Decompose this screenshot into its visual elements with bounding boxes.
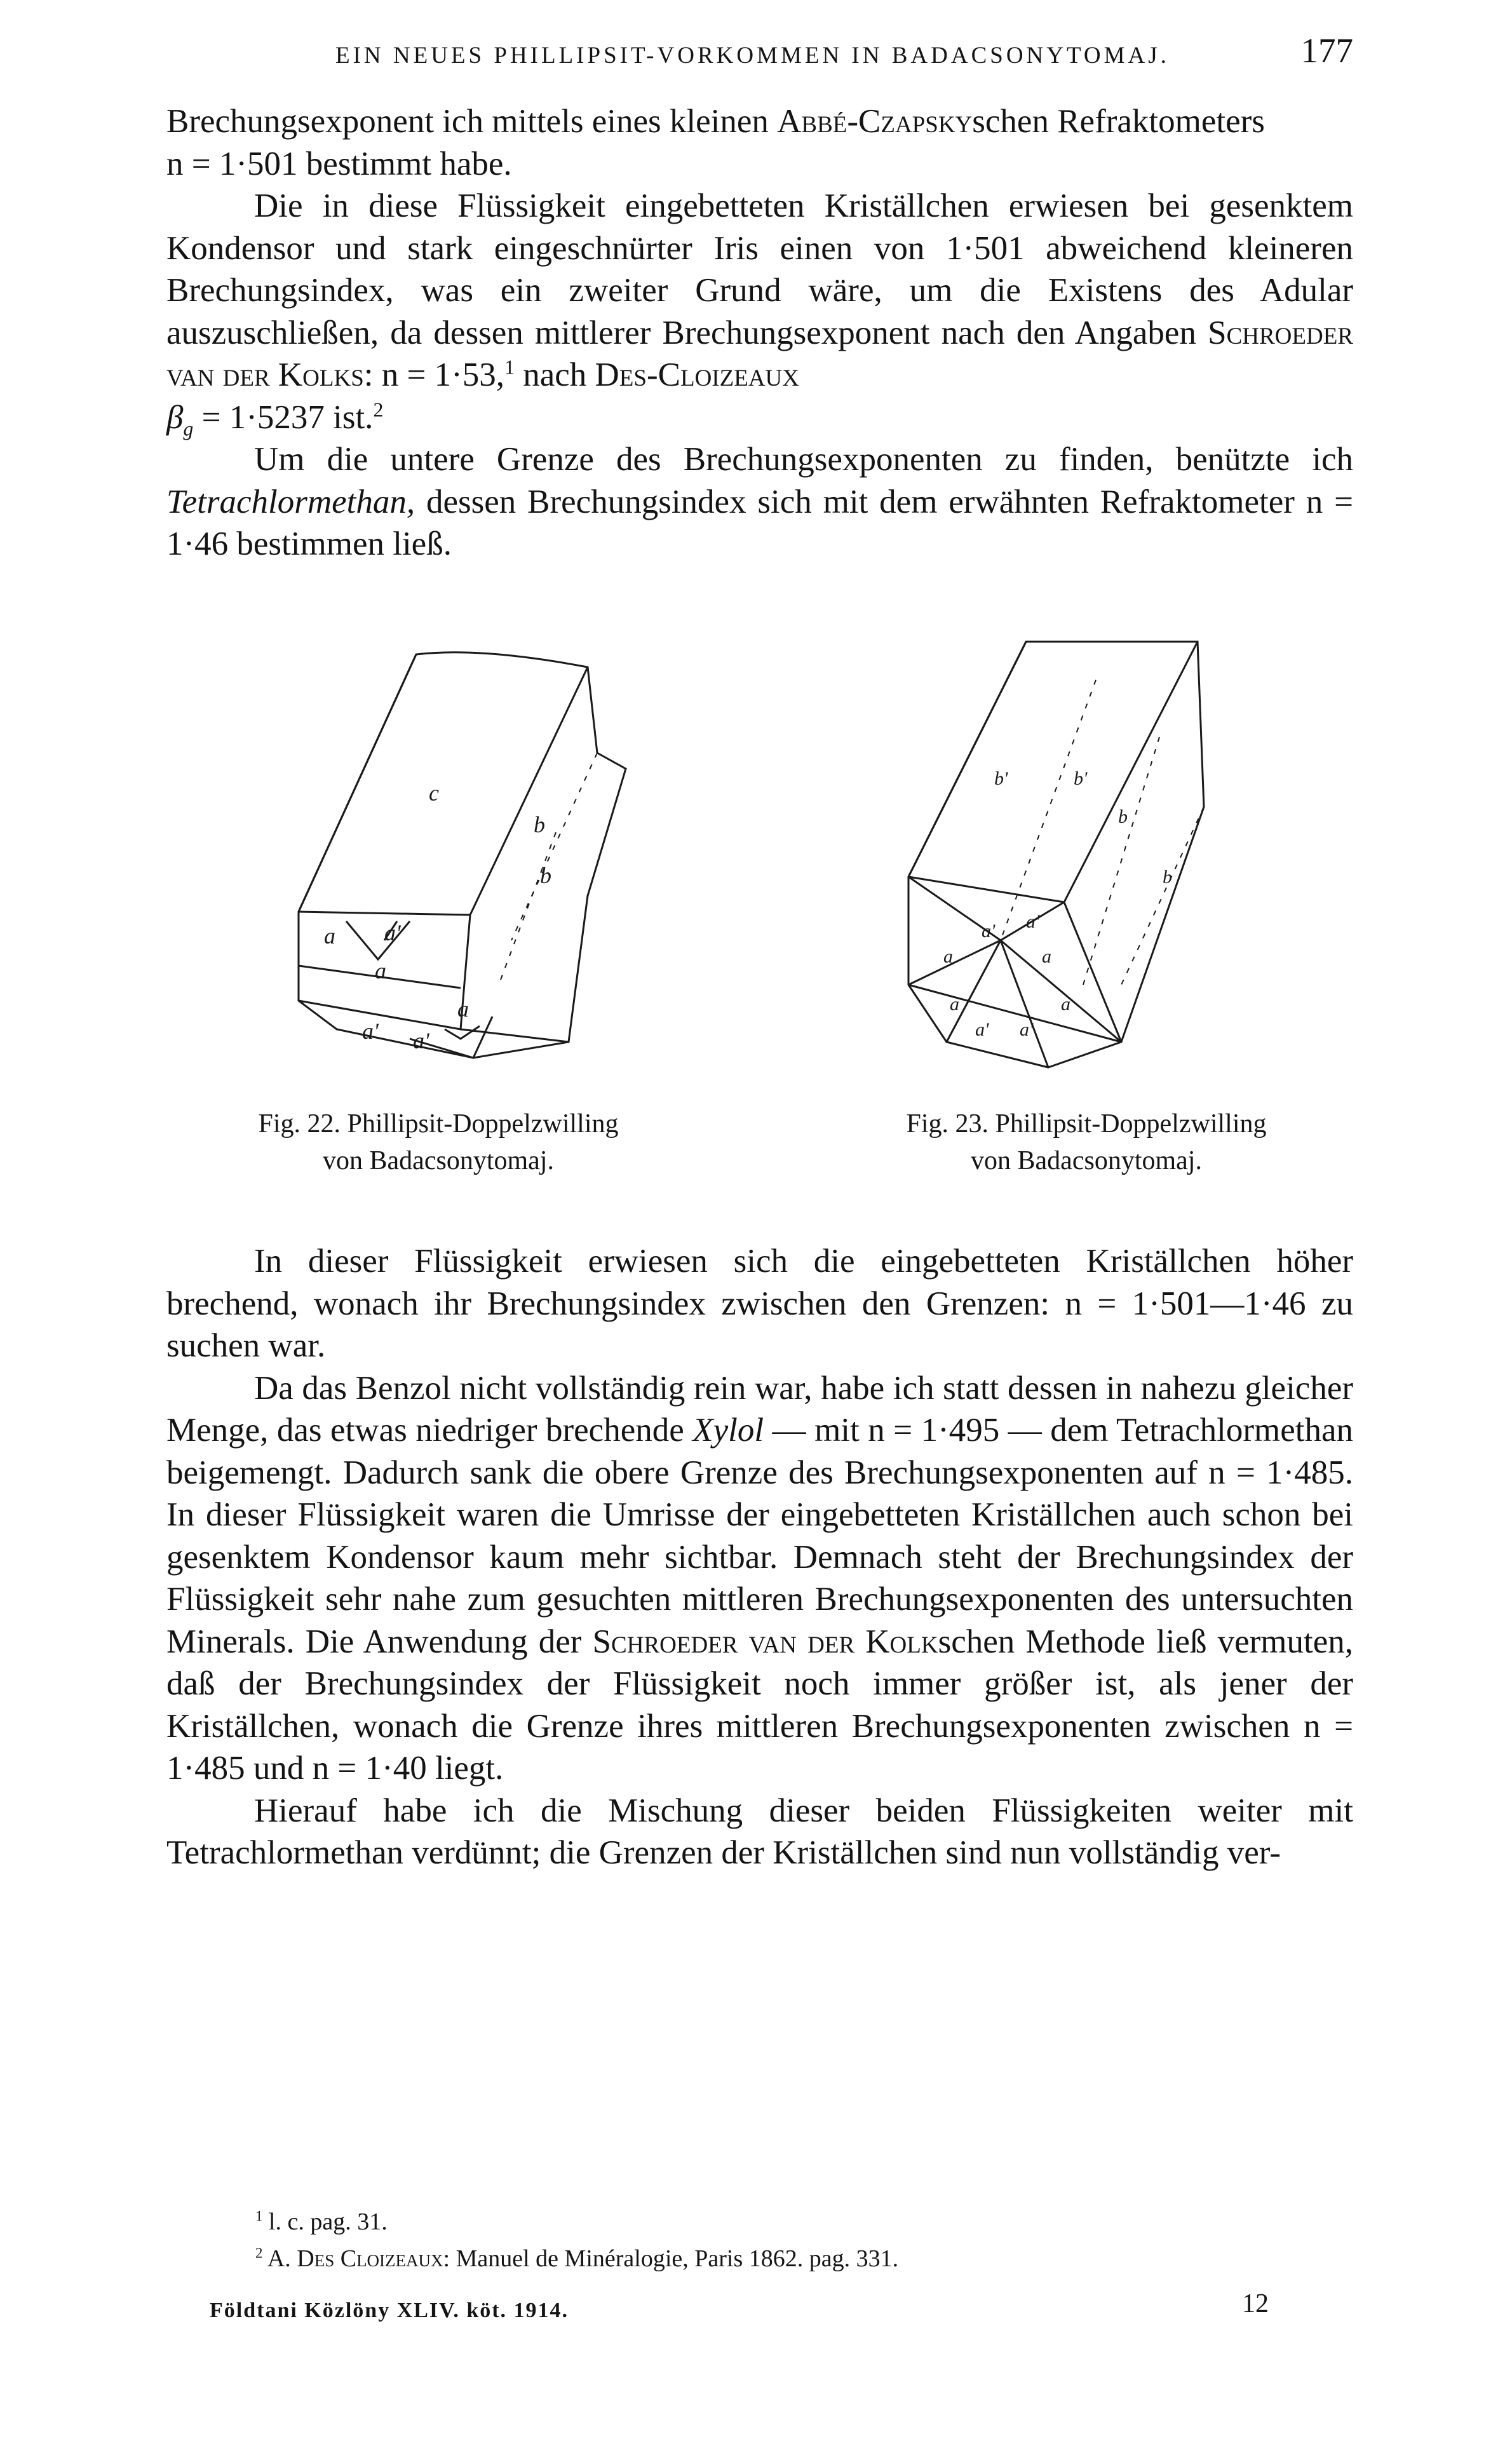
label-b-prime: b' <box>994 768 1008 789</box>
label-b: b <box>1163 867 1172 888</box>
author-name: Abbé-Czapsky <box>777 103 973 140</box>
author-name: Des-Cloizeaux <box>595 356 799 393</box>
paragraph-1: Brechungsexponent ich mittels eines kleinen Abbé-Czapskyschen Refraktometers n = 1·501 bestimmt habe. <box>166 103 1265 182</box>
figure-22-caption: Fig. 22. Phillipsit-Doppelzwilling von Badacsonytomaj. <box>258 1109 619 1175</box>
label-a: a <box>950 994 959 1015</box>
text-block-bottom <box>166 1240 1353 1874</box>
label-a: a <box>1061 994 1070 1015</box>
figure-23-caption: Fig. 23. Phillipsit-Doppelzwilling von Badacsonytomaj. <box>906 1109 1267 1175</box>
label-b-prime: b' <box>1074 768 1088 789</box>
label-b: b <box>534 812 545 837</box>
label-b: b <box>540 863 551 888</box>
label-a: a <box>1042 946 1051 967</box>
label-a-prime: a' <box>362 1018 379 1044</box>
footnote-1: $^1$ l. c. pag. 31. <box>255 2208 388 2235</box>
author-name: Schroeder van der Kolks <box>166 314 1353 393</box>
author-name: Des Cloizeaux <box>297 2245 443 2272</box>
paragraph-6: Hierauf habe ich die Mischung dieser beiden Flüssigkeiten weiter mit Tetrachlormethan verdünnt; die Grenzen der Kriställchen sind nun vollständig ver- <box>166 1792 1353 1871</box>
label-a: a <box>943 946 953 967</box>
label-b: b <box>1118 806 1128 827</box>
paragraph-2: Die in diese Flüssigkeit eingebetteten Kriställchen erwiesen bei gesenktem Kondensor und stark eingeschnürter Iris einen von 1·501 abweichend kleineren Brechungsindex, was ein zweiter Grund wäre, um die Existens des Adular auszuschließen, da dessen mittlerer Brechungsexponent nach den Angaben Schroeder van der Kolks: n = 1·53,$^1$ nach Des-Cloizeaux $\beta_g = 1\cdot 5237$ ist.$^2$ <box>166 187 1353 440</box>
paragraph-3: Um die untere Grenze des Brechungsexponenten zu finden, benützte ich Tetrachlormethan, dessen Brechungsindex sich mit dem erwähnten Refraktometer n = 1·46 bestimmen ließ. <box>166 441 1353 562</box>
page-header <box>170 30 1353 75</box>
label-c: c <box>429 780 439 806</box>
label-a-prime: a' <box>975 1019 989 1040</box>
label-a: a <box>457 996 469 1022</box>
figure-22-crystal-drawing <box>289 642 645 1074</box>
figure-23-crystal-drawing <box>899 629 1255 1061</box>
label-a-prime: a' <box>982 921 996 942</box>
paragraph-5: Da das Benzol nicht vollständig rein war, habe ich statt dessen in nahezu gleicher Menge, das etwas niedriger brechende Xylol — mit n = 1·495 — dem Tetrachlormethan beigemengt. Dadurch sank die obere Grenze des Brechungsexponenten auf n = 1·485. In dieser Flüssigkeit waren die Umrisse der eingebetteten Kriställchen auch schon bei gesenktem Kondensor kaum mehr sichtbar. Demnach steht der Brechungsindex der Flüssigkeit sehr nahe zum gesuchten mittleren Brechungsexponenten des untersuchten Minerals. Die Anwendung der Schroeder van der Kolkschen Methode ließ vermuten, daß der Brechungsindex der Flüssigkeit noch immer größer ist, als jener der Kriställchen, wonach die Grenze ihres mittleren Brechungsexponenten zwischen n = 1·485 und n = 1·40 liegt. <box>166 1369 1353 1787</box>
author-name: Schroeder van der Kolk <box>592 1623 938 1660</box>
label-a-prime: a' <box>384 920 401 945</box>
running-head: EIN NEUES PHILLIPSIT-VORKOMMEN IN BADACSONYTOMAJ. <box>335 43 1170 69</box>
journal-footer: Földtani Közlöny XLIV. köt. 1914. <box>210 2299 569 2322</box>
text-block-top <box>166 100 1353 565</box>
label-a: a <box>324 923 335 949</box>
footnotes <box>166 2203 1353 2277</box>
label-a-prime: a' <box>1026 911 1040 932</box>
footnote-ref: 1 <box>504 356 515 379</box>
signature-mark: 12 <box>1242 2289 1269 2318</box>
footnote-ref: 2 <box>373 398 384 421</box>
label-a: a <box>375 958 386 984</box>
label-a-prime: a' <box>413 1028 429 1053</box>
page-number: 177 <box>1300 31 1353 70</box>
label-a-prime: a' <box>1020 1019 1034 1040</box>
footnote-2: $^2$ A. Des Cloizeaux: Manuel de Minéralogie, Paris 1862. pag. 331. <box>255 2245 899 2272</box>
paragraph-4: In dieser Flüssigkeit erwiesen sich die eingebetteten Kriställchen höher brechend, wonach ihr Brechungsindex zwischen den Grenzen: n = 1·501—1·46 zu suchen war. <box>166 1243 1353 1364</box>
